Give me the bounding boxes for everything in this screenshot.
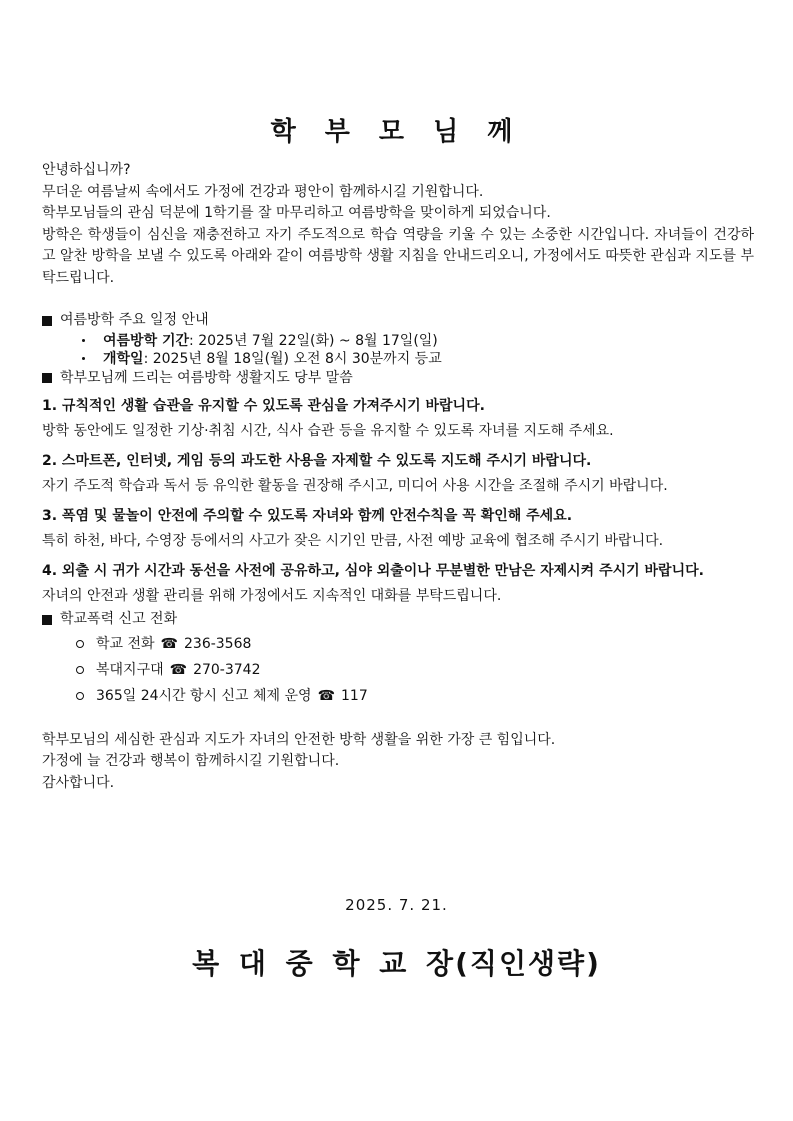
guidance-item-body: 자녀의 안전과 생활 관리를 위해 가정에서도 지속적인 대화를 부탁드립니다.: [42, 588, 502, 604]
schedule-item: [82, 332, 754, 350]
guidance-item-title: 1. 규칙적인 생활 습관을 유지할 수 있도록 관심을 가져주시기 바랍니다.: [42, 398, 485, 414]
closing-line: 학부모님의 세심한 관심과 지도가 자녀의 안전한 방학 생활을 위한 가장 큰 힘입니다.: [42, 731, 556, 748]
greeting-line: 안녕하십니까?: [42, 162, 131, 178]
guidance-item-body: 방학 동안에도 일정한 기상·취침 시간, 식사 습관 등을 유지할 수 있도록 자녀를 지도해 주세요.: [42, 423, 614, 439]
report-phone-name: 365일 24시간 항시 신고 체제 운영: [96, 687, 312, 704]
report-phone-number: 270-3742: [193, 661, 261, 678]
schedule-item-value: : 2025년 8월 18일(월) 오전 8시 30분까지 등교: [143, 350, 442, 367]
closing-line: 가정에 늘 건강과 행복이 함께하시길 기원합니다.: [42, 753, 340, 769]
report-phone-name: 복대지구대: [96, 661, 164, 678]
guidance-item-body: 특히 하천, 바다, 수영장 등에서의 사고가 잦은 시기인 만큼, 사전 예방 교육에 협조해 주시기 바랍니다.: [42, 533, 664, 549]
square-bullet-icon: [42, 316, 52, 326]
report-heading-text: 학교폭력 신고 전화: [60, 611, 178, 627]
greeting-line: 학부모님들의 관심 덕분에 1학기를 잘 마무리하고 여름방학을 맞이하게 되었습니다.: [42, 205, 551, 221]
circle-bullet-icon: [76, 666, 84, 674]
guidance-item-title: 3. 폭염 및 물놀이 안전에 주의할 수 있도록 자녀와 함께 안전수칙을 꼭 확인해 주세요.: [42, 508, 573, 524]
closing-line: 감사합니다.: [42, 774, 115, 791]
report-phone-name: 학교 전화: [96, 635, 155, 652]
greeting-line: 무더운 여름날씨 속에서도 가정에 건강과 평안이 함께하시길 기원합니다.: [42, 183, 484, 200]
report-phone-number: 236-3568: [184, 635, 252, 652]
report-phone-item: [76, 631, 754, 657]
schedule-item-label: 개학일: [103, 350, 144, 367]
schedule-item-value: : 2025년 7월 22일(화) ~ 8월 17일(일): [189, 332, 438, 349]
guidance-item-title: 4. 외출 시 귀가 시간과 동선을 사전에 공유하고, 심야 외출이나 무분별한 만남은 자제시켜 주시기 바랍니다.: [42, 563, 704, 579]
report-phone-item: [76, 657, 754, 683]
letter-date: 2025. 7. 21.: [345, 896, 448, 914]
letter-body: [42, 160, 754, 794]
phone-icon: ☎: [317, 687, 336, 704]
schedule-item: [82, 350, 754, 368]
dot-bullet-icon: [82, 357, 85, 360]
phone-icon: ☎: [160, 635, 178, 652]
report-heading: [42, 609, 754, 631]
circle-bullet-icon: [76, 692, 84, 700]
letter-title: 학 부 모 님 께: [270, 117, 523, 147]
square-bullet-icon: [42, 615, 52, 625]
phone-icon: ☎: [169, 661, 188, 678]
report-phone-number: 117: [341, 687, 368, 704]
schedule-heading-text: 여름방학 주요 일정 안내: [60, 312, 209, 328]
schedule-item-label: 여름방학 기간: [103, 332, 190, 349]
report-phone-item: [76, 683, 754, 709]
dot-bullet-icon: [82, 339, 85, 342]
principal-signature: 복 대 중 학 교 장(직인생략): [192, 947, 601, 980]
guidance-item-body: 자기 주도적 학습과 독서 등 유익한 활동을 권장해 주시고, 미디어 사용 시간을 조절해 주시기 바랍니다.: [42, 478, 668, 494]
schedule-heading: [42, 310, 754, 332]
guidance-heading-text: 학부모님께 드리는 여름방학 생활지도 당부 말씀: [60, 369, 353, 386]
greeting-paragraph: 방학은 학생들이 심신을 재충전하고 자기 주도적으로 학습 역량을 키울 수 있는 소중한 시간입니다. 자녀들이 건강하고 알찬 방학을 보낼 수 있도록 아래와 같이 여름방학 생활 지침을 안내드리오니, 가정에서도 따뜻한 관심과 지도를 부탁드립니다.: [42, 226, 754, 286]
circle-bullet-icon: [76, 640, 84, 648]
spacer: [42, 709, 754, 730]
guidance-heading: [42, 368, 754, 390]
square-bullet-icon: [42, 373, 52, 383]
guidance-item-title: 2. 스마트폰, 인터넷, 게임 등의 과도한 사용을 자제할 수 있도록 지도해 주시기 바랍니다.: [42, 453, 592, 469]
spacer: [42, 289, 754, 310]
